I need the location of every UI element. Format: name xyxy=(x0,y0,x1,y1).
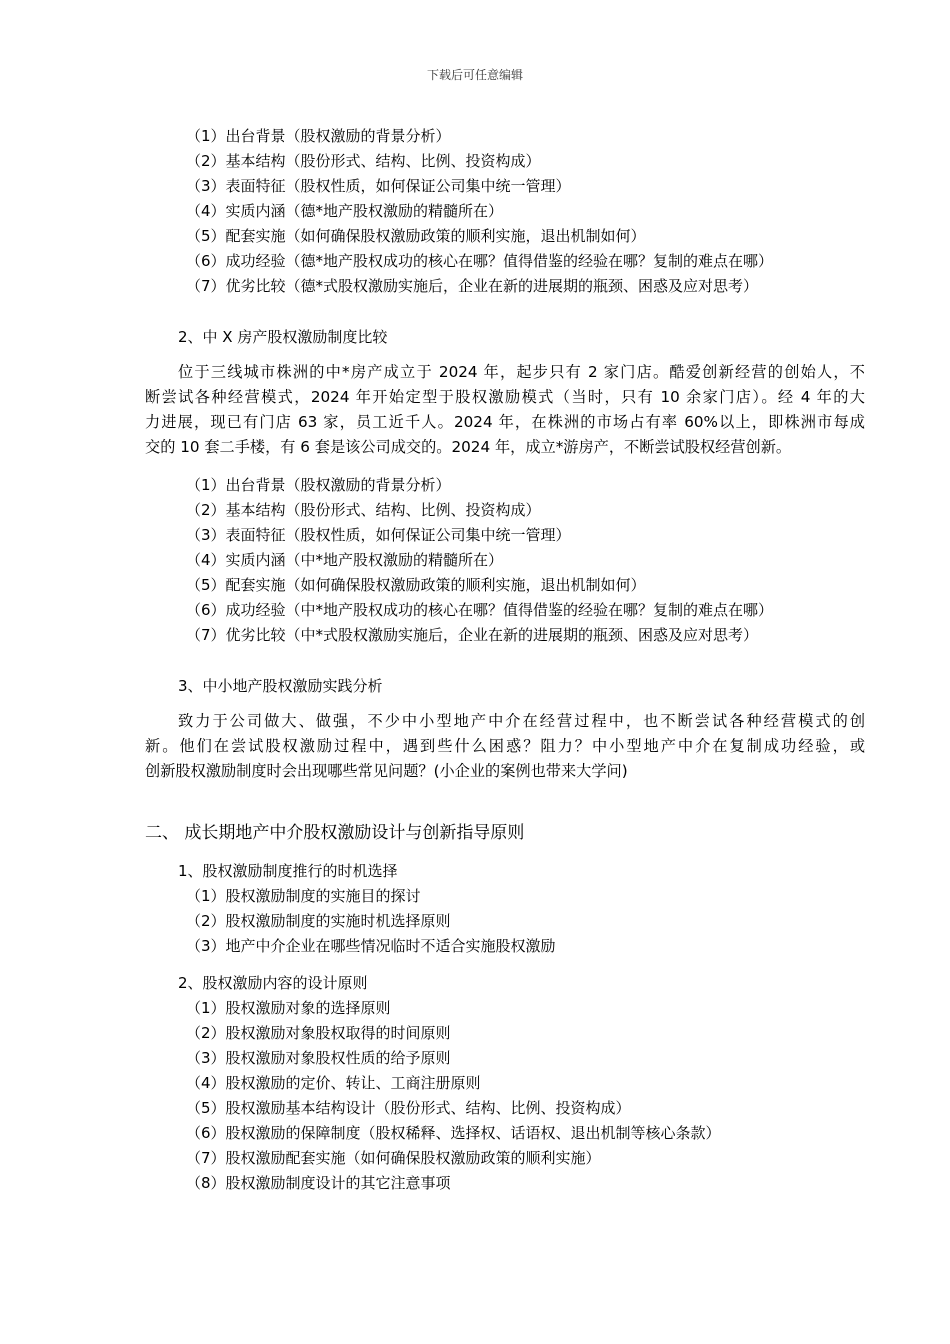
list-item: （7）优劣比较（中*式股权激励实施后，企业在新的进展期的瓶颈、困惑及应对思考） xyxy=(186,626,759,644)
list-item: （3）股权激励对象股权性质的给予原则 xyxy=(186,1049,451,1067)
list-item: （6）股权激励的保障制度（股权稀释、选择权、话语权、退出机制等核心条款） xyxy=(186,1124,721,1142)
paragraph-line: 创新股权激励制度时会出现哪些常见问题？(小企业的案例也带来大学问) xyxy=(145,762,628,780)
paragraph-line: 交的 10 套二手楼，有 6 套是该公司成交的。2024 年，成立*游房产，不断尝试股权经营创新。 xyxy=(145,438,792,456)
list-item: （3）表面特征（股权性质，如何保证公司集中统一管理） xyxy=(186,177,571,195)
paragraph-line: 致力于公司做大、做强，不少中小型地产中介在经营过程中，也不断尝试各种经营模式的创 xyxy=(178,712,865,730)
list-item: （5）配套实施（如何确保股权激励政策的顺利实施，退出机制如何） xyxy=(186,576,646,594)
paragraph xyxy=(145,709,865,784)
list-item: （3）表面特征（股权性质，如何保证公司集中统一管理） xyxy=(186,526,571,544)
section-heading: 1、股权激励制度推行的时机选择 xyxy=(178,862,398,880)
list-item: （2）股权激励制度的实施时机选择原则 xyxy=(186,912,451,930)
list-item: （5）配套实施（如何确保股权激励政策的顺利实施，退出机制如何） xyxy=(186,227,646,245)
paragraph-line: 断尝试各种经营模式，2024 年开始定型于股权激励模式（当时，只有 10 余家门店）。经 4 年的大 xyxy=(145,388,865,406)
list-item: （6）成功经验（德*地产股权成功的核心在哪？值得借鉴的经验在哪？复制的难点在哪） xyxy=(186,252,774,270)
list-item: （2）股权激励对象股权取得的时间原则 xyxy=(186,1024,451,1042)
list-item: （1）股权激励对象的选择原则 xyxy=(186,999,391,1017)
list-item: （4）股权激励的定价、转让、工商注册原则 xyxy=(186,1074,481,1092)
paragraph-line: 力进展，现已有门店 63 家，员工近千人。2024 年，在株洲的市场占有率 60%以上，即株洲市每成 xyxy=(145,413,865,431)
section-heading: 3、中小地产股权激励实践分析 xyxy=(178,677,383,695)
list-item: （2）基本结构（股份形式、结构、比例、投资构成） xyxy=(186,501,541,519)
paragraph-line: 位于三线城市株洲的中*房产成立于 2024 年，起步只有 2 家门店。酷爱创新经营的创始人，不 xyxy=(178,363,865,381)
list-item: （1）出台背景（股权激励的背景分析） xyxy=(186,476,451,494)
paragraph-line: 新。他们在尝试股权激励过程中，遇到些什么困惑？阻力？中小型地产中介在复制成功经验，或 xyxy=(145,737,865,755)
chapter-heading: 二、 成长期地产中介股权激励设计与创新指导原则 xyxy=(145,823,525,843)
list-item: （6）成功经验（中*地产股权成功的核心在哪？值得借鉴的经验在哪？复制的难点在哪） xyxy=(186,601,774,619)
list-item: （8）股权激励制度设计的其它注意事项 xyxy=(186,1174,451,1192)
list-item: （4）实质内涵（德*地产股权激励的精髓所在） xyxy=(186,202,504,220)
section-heading: 2、股权激励内容的设计原则 xyxy=(178,974,368,992)
list-item: （7）股权激励配套实施（如何确保股权激励政策的顺利实施） xyxy=(186,1149,601,1167)
paragraph xyxy=(145,360,865,460)
section-heading: 2、中 X 房产股权激励制度比较 xyxy=(178,328,388,346)
list-item: （1）股权激励制度的实施目的探讨 xyxy=(186,887,421,905)
list-item: （7）优劣比较（德*式股权激励实施后，企业在新的进展期的瓶颈、困惑及应对思考） xyxy=(186,277,759,295)
list-item: （5）股权激励基本结构设计（股份形式、结构、比例、投资构成） xyxy=(186,1099,631,1117)
list-item: （4）实质内涵（中*地产股权激励的精髓所在） xyxy=(186,551,504,569)
list-item: （1）出台背景（股权激励的背景分析） xyxy=(186,127,451,145)
list-item: （2）基本结构（股份形式、结构、比例、投资构成） xyxy=(186,152,541,170)
page-header: 下载后可任意编辑 xyxy=(426,68,523,82)
list-item: （3）地产中介企业在哪些情况临时不适合实施股权激励 xyxy=(186,937,556,955)
